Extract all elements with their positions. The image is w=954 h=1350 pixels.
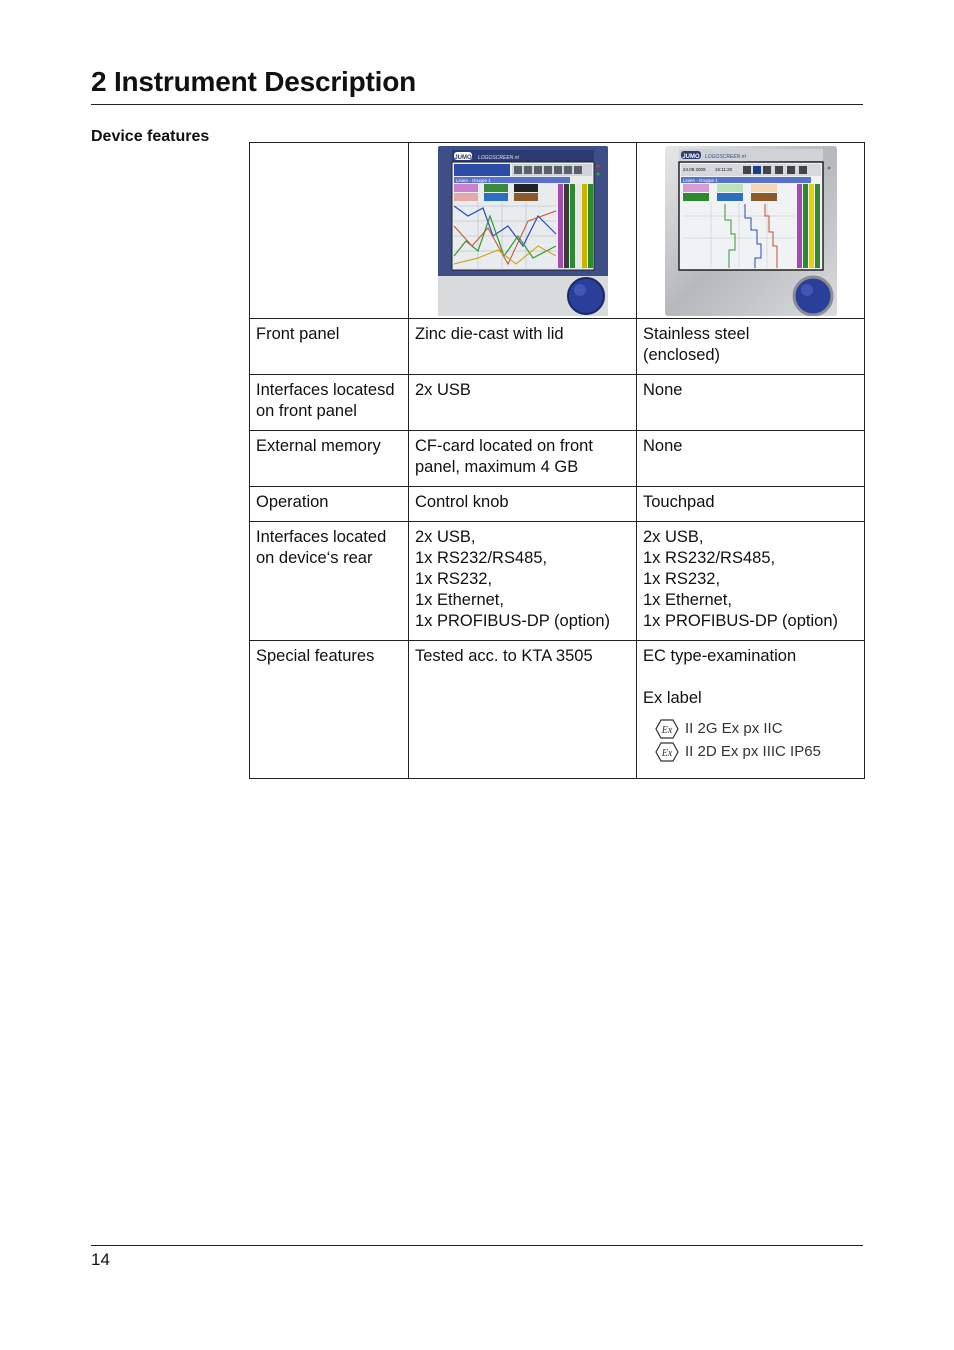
device-image-cell-2: [637, 143, 865, 319]
cell-steel: Stainless steel (enclosed): [637, 319, 865, 375]
section-label: Device features: [91, 128, 210, 145]
ex-hexagon-icon: [655, 742, 679, 762]
cell-steel: Touchpad: [637, 487, 865, 522]
row-label: Interfaces locatesd on front panel: [250, 375, 409, 431]
device-photo-1: [438, 146, 608, 316]
row-label: Operation: [250, 487, 409, 522]
ex-hexagon-icon: [655, 719, 679, 739]
ex-marking-text: II 2D Ex px IIIC IP65: [685, 743, 821, 760]
page-number: 14: [91, 1250, 110, 1269]
cell-zinc: 2x USB: [409, 375, 637, 431]
table-row: [250, 522, 865, 641]
cell-zinc: Zinc die-cast with lid: [409, 319, 637, 375]
device-image-cell-1: [409, 143, 637, 319]
cell-zinc: Control knob: [409, 487, 637, 522]
touchpad: [794, 277, 832, 315]
table-row-images: [250, 143, 865, 319]
table-row: [250, 641, 865, 779]
features-table: [249, 142, 865, 779]
screen-group-text: Linien - Gruppe 1: [682, 177, 718, 183]
product-text: LOGOSCREEN nt: [477, 154, 519, 161]
row-label: External memory: [250, 431, 409, 487]
cell-zinc: CF-card located on front panel, maximum 4 GB: [409, 431, 637, 487]
brand-text: JUMO: [453, 154, 472, 161]
control-knob: [568, 278, 604, 314]
date-text: 24.09.2009: [682, 166, 706, 172]
table-row: [250, 431, 865, 487]
header-rule: [91, 104, 863, 105]
empty-header-cell: [250, 143, 409, 319]
cell-zinc: 2x USB, 1x RS232/RS485, 1x RS232, 1x Ethernet, 1x PROFIBUS-DP (option): [409, 522, 637, 641]
table-row: [250, 487, 865, 522]
cell-steel: 2x USB, 1x RS232/RS485, 1x RS232, 1x Ethernet, 1x PROFIBUS-DP (option): [637, 522, 865, 641]
chapter-title: 2 Instrument Description: [91, 66, 417, 97]
row-label: Front panel: [250, 319, 409, 375]
ex-marking-text: II 2G Ex px IIC: [685, 720, 783, 737]
ex-label-title: Ex label: [643, 689, 702, 707]
device-photo-2: [665, 146, 837, 316]
cell-steel: None: [637, 375, 865, 431]
ex-marking-line: [655, 740, 858, 763]
footer-rule: [91, 1245, 863, 1246]
screen-group-text: Linien - Gruppe 1: [455, 177, 491, 183]
row-label: Special features: [250, 641, 409, 779]
table-row: [250, 319, 865, 375]
cell-steel: None: [637, 431, 865, 487]
cell-zinc: Tested acc. to KTA 3505: [409, 641, 637, 779]
product-text: LOGOSCREEN nt: [704, 153, 746, 160]
svg-text:Ex: Ex: [661, 724, 673, 736]
time-text: 15:11:20: [714, 166, 732, 172]
svg-text:Ex: Ex: [661, 747, 673, 759]
ex-marking-line: [655, 717, 858, 740]
brand-text: JUMO: [681, 153, 700, 160]
table-row: [250, 375, 865, 431]
row-label: Interfaces located on device‘s rear: [250, 522, 409, 641]
cell-steel: EC type-examination Ex label Ex II 2G Ex px IIC Ex II 2D Ex px IIIC IP65: [637, 641, 865, 779]
